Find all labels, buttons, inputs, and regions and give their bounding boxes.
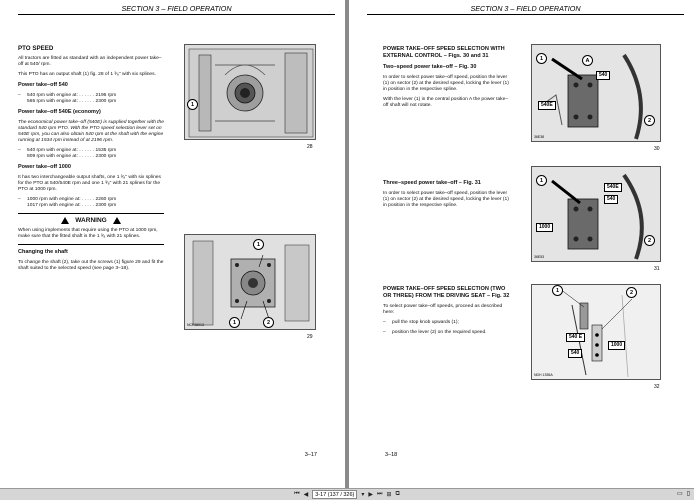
divider (18, 244, 164, 245)
heading-1000: Power take–off 1000 (18, 164, 71, 170)
list-item (18, 197, 164, 209)
tractor-rear-illustration (185, 45, 316, 140)
speed-label-540e: 540E (604, 183, 622, 192)
page-navigation-bar (0, 488, 694, 500)
list-item (18, 93, 164, 105)
lever-three-speed-illustration (532, 167, 661, 262)
warning-banner (18, 217, 164, 224)
figure-32-image (531, 284, 661, 380)
paragraph: In order to select power take–off speed, position the lever (1) on sector (2) at the desired speed, locking the lever (1) in position in the respective spline. (383, 75, 509, 92)
warning-text: When using implements that require using the PTO at 1000 rpm, make sure that the fitted shaft is the 1 ³⁄₈ with 21 splines. (18, 228, 158, 239)
figure-28-image (184, 44, 316, 140)
spec-line: 540 rpm with engine at: . . . . . . 2196 rpm (27, 93, 117, 98)
figure-29-image (184, 234, 316, 330)
pto-speed-title: PTO SPEED (18, 45, 54, 52)
speed-label-1000: 1000 (608, 341, 625, 350)
heading-540: Power take–off 540 (18, 82, 68, 88)
paragraph: To change the shaft (2), take out the screws (1) figure 29 and fit the shaft suited to the selected speed (see page 3–18). (18, 260, 164, 271)
list-item: – position the lever (2) on the required speed. (383, 330, 513, 336)
paragraph: The economical power take–off (540E) is supplied together with the standard 540 rpm PTO. With the PTO speed selection lever set on 540E rpm, you can also obtain 540 rpm at the shaft with the engine running at 1534 rpm instead of at 2196 rpm. (18, 120, 164, 143)
spec-line: 1017 rpm with engine at: . . . . . 2300 rpm (27, 203, 117, 208)
figure-code: 36E53 (534, 255, 545, 259)
speed-label-540: 540 (596, 71, 610, 80)
speed-label-540: 540 (568, 349, 582, 358)
page-number: 3–17 (304, 452, 317, 458)
divider (18, 213, 164, 214)
speed-label-540e: 540 E (566, 333, 585, 342)
spec-list (18, 197, 164, 209)
heading-external-control: POWER TAKE–OFF SPEED SELECTION WITH EXTERNAL CONTROL – Figs. 30 and 31 (383, 46, 505, 59)
callout-2: 2 (644, 115, 655, 126)
callout-1: 1 (536, 175, 547, 186)
split-view-icon[interactable]: ▯ (686, 491, 690, 497)
figure-31-image (531, 166, 661, 262)
speed-label-1000: 1000 (536, 223, 553, 232)
two-page-icon[interactable]: ⧉ (395, 491, 400, 497)
view-mode-icons (677, 490, 690, 497)
page-number: 3–18 (385, 452, 398, 458)
speed-label-540e: 540E (538, 101, 556, 110)
figure-code: NDH 1355A (534, 373, 553, 377)
list-item (18, 148, 164, 160)
left-text-column (18, 40, 164, 276)
paragraph: All tractors are fitted as standard with an independent power take–off at 540/ rpm. (18, 56, 162, 67)
warning-icon (113, 217, 121, 224)
first-page-icon[interactable]: ⏮ (294, 491, 300, 497)
callout-1: 1 (229, 317, 240, 328)
heading-540e: Power take–off 540E (economy) (18, 109, 101, 115)
right-text-block-1 (383, 42, 513, 113)
spec-line: 809 rpm with engine at: . . . . . . 2300 rpm (27, 154, 117, 159)
figure-code: 36E38 (534, 135, 545, 139)
figure-number: 28 (307, 144, 313, 150)
callout-1: 1 (552, 285, 563, 296)
callout-2: 2 (626, 287, 637, 298)
figure-30-image (531, 44, 661, 142)
cab-lever-illustration (532, 285, 661, 380)
callout-a: A (582, 55, 593, 66)
page-number-field[interactable]: 3-17 (137 / 326) (312, 490, 357, 499)
next-page-icon[interactable]: ▶ (368, 492, 374, 498)
heading-change-shaft: Changing the shaft (18, 249, 68, 255)
heading-driving-seat: POWER TAKE–OFF SPEED SELECTION (TWO OR THREE) FROM THE DRIVING SEAT – Fig. 32 (383, 286, 510, 299)
callout-2: 2 (644, 235, 655, 246)
list-item: – pull the stop knob upwards (1); (383, 320, 513, 326)
heading-three-speed: Three–speed power take–off – Fig. 31 (383, 180, 481, 186)
paragraph: It has two interchangeable output shafts, one 1 ³⁄₈" with six splines for the PTO at 540/540E rpm and one 1 ³⁄₈" with 21 splines for the PTO at 1000 rpm. (18, 175, 161, 192)
callout-1: 1 (253, 239, 264, 250)
page-dropdown-icon[interactable]: ▾ (361, 492, 365, 498)
warning-icon (61, 217, 69, 224)
figure-number: 32 (654, 384, 660, 390)
fit-page-icon[interactable]: ⊞ (386, 492, 392, 498)
heading-two-speed: Two–speed power take–off – Fig. 30 (383, 64, 477, 70)
right-text-block-3 (383, 282, 513, 340)
spec-line: 1000 rpm with engine at: . . . . . 2260 rpm (27, 197, 117, 202)
figure-number: 31 (654, 266, 660, 272)
figure-code: NCF08013 (187, 323, 204, 327)
speed-label-540: 540 (604, 195, 618, 204)
right-text-block-2 (383, 176, 513, 213)
paragraph: In order to select power take–off speed, position the lever (1) on sector (2) at the desired speed, locking the lever (1) in position in the respective spline. (383, 191, 509, 208)
callout-2: 2 (263, 317, 274, 328)
left-page (0, 0, 345, 488)
lever-two-speed-illustration (532, 45, 661, 142)
pto-shaft-illustration (185, 235, 316, 330)
right-page (349, 0, 694, 488)
paragraph: This PTO has an output shaft (1) fig. 28 of 1 ³⁄₈" with six splines. (18, 72, 156, 77)
callout-1: 1 (536, 53, 547, 64)
spec-list (18, 93, 164, 105)
figure-number: 30 (654, 146, 660, 152)
last-page-icon[interactable]: ⏭ (377, 491, 383, 497)
spec-line: 540 rpm with engine at: . . . . . . 1535 rpm (27, 148, 117, 153)
callout-1: 1 (187, 99, 198, 110)
figure-number: 29 (307, 334, 313, 340)
section-header: SECTION 3 – FIELD OPERATION (18, 4, 335, 15)
prev-page-icon[interactable]: ◀ (303, 492, 309, 498)
step-list (383, 320, 513, 336)
warning-label: WARNING (75, 216, 107, 224)
paragraph: To select power take–off speeds, proceed as described here: (383, 304, 503, 315)
spec-line: 565 rpm with engine at: . . . . . . 2300 rpm (27, 99, 117, 104)
spec-list (18, 148, 164, 160)
section-header: SECTION 3 – FIELD OPERATION (367, 4, 684, 15)
paragraph: With the lever (1) in the central position A the power take–off shaft will not rotate. (383, 97, 509, 108)
single-view-icon[interactable]: ▭ (677, 491, 683, 497)
